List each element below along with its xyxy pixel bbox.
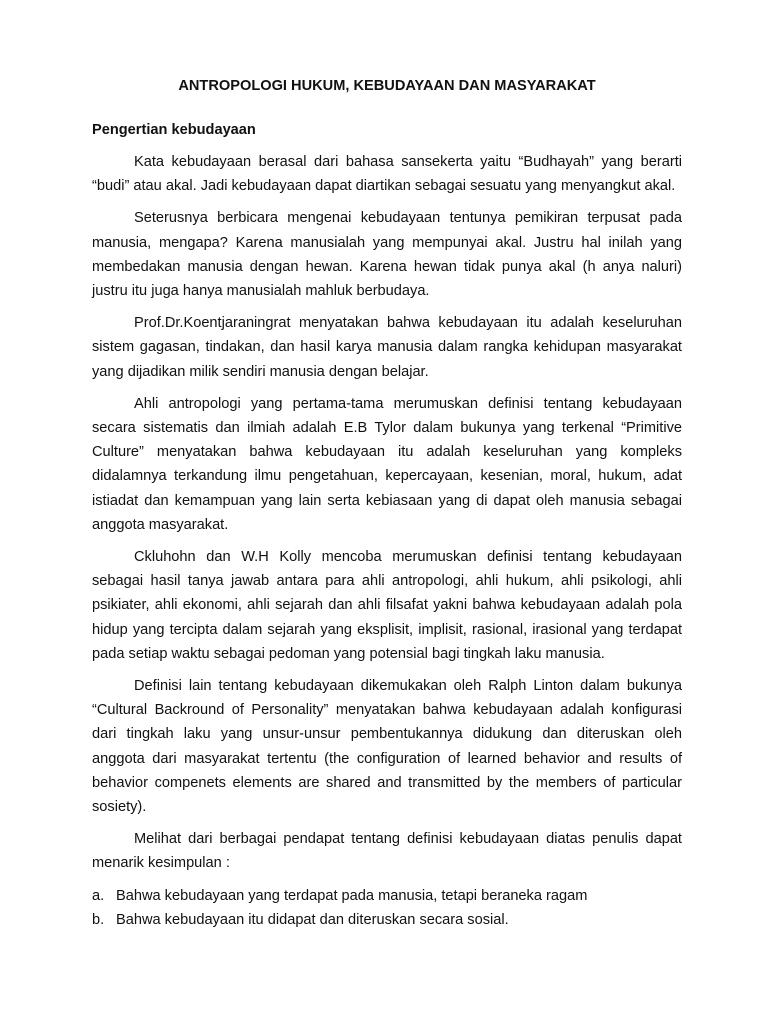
list-item-text: Bahwa kebudayaan itu didapat dan diteruskan secara sosial.	[116, 911, 509, 928]
paragraph-3: Prof.Dr.Koentjaraningrat menyatakan bahwa kebudayaan itu adalah keseluruhan sistem gagasan, tindakan, dan hasil karya manusia dalam rangka kehidupan masyarakat yang dijadikan milik sendiri manusia dengan belajar.	[92, 315, 682, 380]
section-heading: Pengertian kebudayaan	[92, 122, 256, 138]
paragraph-2: Seterusnya berbicara mengenai kebudayaan tentunya pemikiran terpusat pada manusia, mengapa? Karena manusialah yang mempunyai akal. Justru hal inilah yang membedakan manusia dengan hewan. Karena hewan tidak punya akal (h anya naluri) justru itu juga hanya manusialah mahluk berbudaya.	[92, 210, 682, 300]
list-item	[92, 908, 682, 932]
paragraph-7: Melihat dari berbagai pendapat tentang definisi kebudayaan diatas penulis dapat menarik kesimpulan :	[92, 831, 682, 872]
list-item	[92, 884, 682, 908]
list-marker: a.	[92, 887, 105, 904]
paragraph-4: Ahli antropologi yang pertama-tama merumuskan definisi tentang kebudayaan secara sistematis dan ilmiah adalah E.B Tylor dalam bukunya yang terkenal “Primitive Culture” menyatakan bahwa kebudayaan itu adalah keseluruhan yang kompleks didalamnya terkandung ilmu pengetahuan, kepercayaan, kesenian, moral, hukum, adat istiadat dan kemampuan yang lain serta kebiasaan yang di dapat oleh manusia sebagai anggota masyarakat.	[92, 395, 682, 533]
list-item-text: Bahwa kebudayaan yang terdapat pada manusia, tetapi beraneka ragam	[116, 887, 588, 904]
paragraph-5: Ckluhohn dan W.H Kolly mencoba merumuskan definisi tentang kebudayaan sebagai hasil tanya jawab antara para ahli antropologi, ahli hukum, ahli psikologi, ahli psikiater, ahli ekonomi, ahli sejarah dan ahli filsafat yakni bahwa kebudayaan adalah pola hidup yang tercipta dalam sejarah yang eksplisit, implisit, rasional, irasional yang terdapat pada setiap waktu sebagai pedoman yang potensial bagi tingkah laku manusia.	[92, 549, 682, 662]
list-marker: b.	[92, 911, 105, 928]
conclusion-list	[92, 884, 682, 932]
document-title: ANTROPOLOGI HUKUM, KEBUDAYAAN DAN MASYARAKAT	[178, 78, 596, 94]
paragraph-1: Kata kebudayaan berasal dari bahasa sansekerta yaitu “Budhayah” yang berarti “budi” atau akal. Jadi kebudayaan dapat diartikan sebagai sesuatu yang menyangkut akal.	[92, 154, 682, 195]
paragraph-6: Definisi lain tentang kebudayaan dikemukakan oleh Ralph Linton dalam bukunya “Cultural Backround of Personality” menyatakan bahwa kebudayaan adalah konfigurasi dari tingkah laku yang unsur-unsur pembentukannya didukung dan diteruskan oleh anggota dari masyarakat tertentu (the configuration of learned behavior and results of behavior compenets elements are shared and transmitted by the members of particular sosiety).	[92, 678, 682, 816]
